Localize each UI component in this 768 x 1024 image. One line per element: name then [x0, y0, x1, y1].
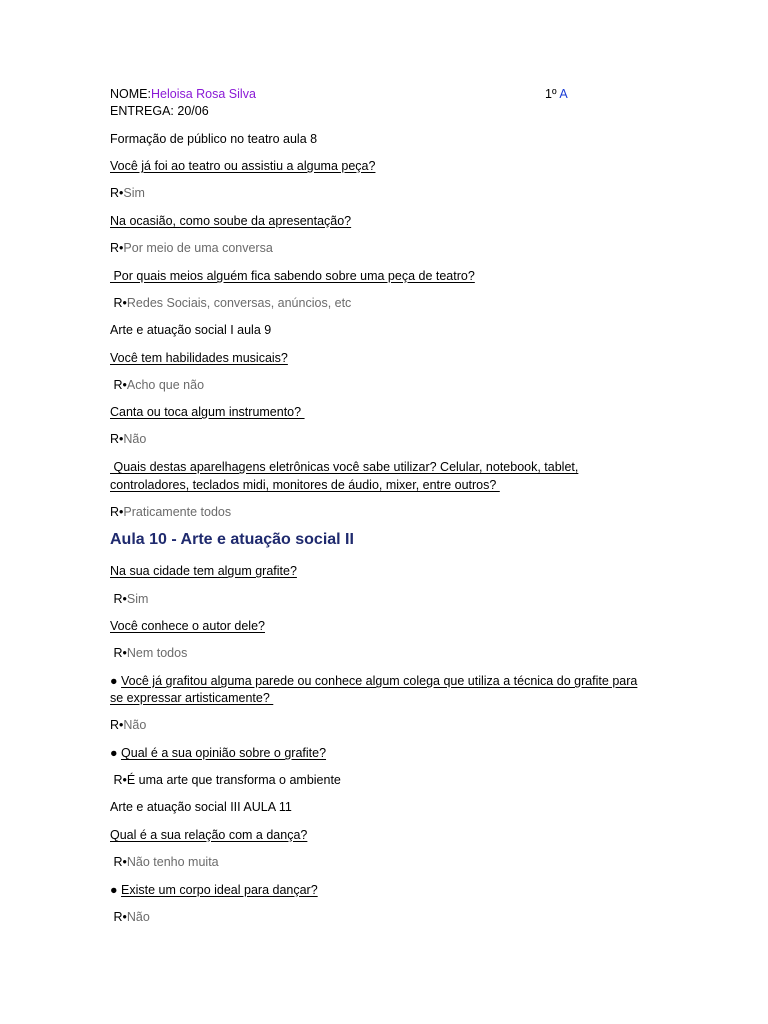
answer-text: Sim	[123, 186, 145, 200]
class-letter: A	[559, 87, 568, 101]
answer-prefix: R•	[110, 910, 127, 924]
answer-1	[110, 185, 145, 202]
answer-5	[110, 431, 146, 448]
answer-text: Não	[123, 718, 147, 732]
answer-prefix: R•	[110, 718, 124, 732]
answer-text: Redes Sociais, conversas, anúncios, etc	[126, 296, 352, 310]
question-9-line-2: se expressar artisticamente?	[110, 691, 274, 705]
question-text: Qual é a sua opinião sobre o grafite?	[121, 746, 327, 760]
question-6-line-1: Quais destas aparelhagens eletrônicas você sabe utilizar? Celular, notebook, tablet,	[110, 460, 579, 474]
answer-2	[110, 240, 273, 257]
answer-text: Sim	[126, 592, 149, 606]
class-line	[545, 86, 568, 103]
question-6-line-2: controladores, teclados midi, monitores de áudio, mixer, entre outros?	[110, 478, 500, 492]
student-name: Heloisa Rosa Silva	[150, 87, 256, 101]
answer-text: Não	[123, 432, 147, 446]
answer-prefix: R•	[110, 855, 127, 869]
answer-prefix: R•	[110, 241, 124, 255]
question-11: Qual é a sua relação com a dança?	[110, 828, 308, 842]
answer-12	[110, 909, 150, 926]
class-number: 1º	[545, 87, 557, 101]
question-5: Canta ou toca algum instrumento?	[110, 405, 305, 419]
question-12	[110, 882, 318, 899]
question-9-line-1	[110, 673, 637, 690]
answer-prefix: R•	[110, 186, 124, 200]
answer-prefix: R•	[110, 505, 124, 519]
delivery-date: ENTREGA: 20/06	[110, 104, 209, 118]
answer-prefix: R•	[110, 432, 124, 446]
answer-text: Nem todos	[126, 646, 188, 660]
answer-text: Não	[126, 910, 150, 924]
name-label: NOME:	[110, 87, 151, 101]
answer-4	[110, 377, 204, 394]
answer-6	[110, 504, 231, 521]
question-7: Na sua cidade tem algum grafite?	[110, 564, 297, 578]
question-8: Você conhece o autor dele?	[110, 619, 265, 633]
answer-8	[110, 645, 187, 662]
bullet-icon: ●	[110, 674, 122, 688]
answer-11	[110, 854, 219, 871]
question-4: Você tem habilidades musicais?	[110, 351, 288, 365]
section-title-aula9: Arte e atuação social I aula 9	[110, 323, 272, 337]
bullet-icon: ●	[110, 746, 122, 760]
bullet-icon: ●	[110, 883, 122, 897]
answer-7	[110, 591, 148, 608]
answer-text: Acho que não	[126, 378, 205, 392]
answer-text: Praticamente todos	[123, 505, 232, 519]
question-1: Você já foi ao teatro ou assistiu a alguma peça?	[110, 159, 376, 173]
question-3: Por quais meios alguém fica sabendo sobre uma peça de teatro?	[110, 269, 475, 283]
answer-3	[110, 295, 351, 312]
question-2: Na ocasião, como soube da apresentação?	[110, 214, 352, 228]
question-10	[110, 745, 326, 762]
answer-prefix: R•	[110, 378, 127, 392]
name-line	[110, 86, 256, 103]
question-text: Existe um corpo ideal para dançar?	[121, 883, 318, 897]
answer-text: Por meio de uma conversa	[123, 241, 273, 255]
answer-text: Não tenho muita	[126, 855, 219, 869]
heading-aula10: Aula 10 - Arte e atuação social II	[110, 531, 354, 548]
answer-prefix: R•	[110, 592, 127, 606]
question-text: Você já grafitou alguma parede ou conhece algum colega que utiliza a técnica do grafite para	[121, 674, 638, 688]
section-title-aula11: Arte e atuação social III AULA 11	[110, 800, 292, 814]
section-title-aula8: Formação de público no teatro aula 8	[110, 132, 318, 146]
answer-9	[110, 717, 146, 734]
answer-10: R•É uma arte que transforma o ambiente	[110, 773, 341, 787]
answer-prefix: R•	[110, 296, 127, 310]
answer-prefix: R•	[110, 646, 127, 660]
